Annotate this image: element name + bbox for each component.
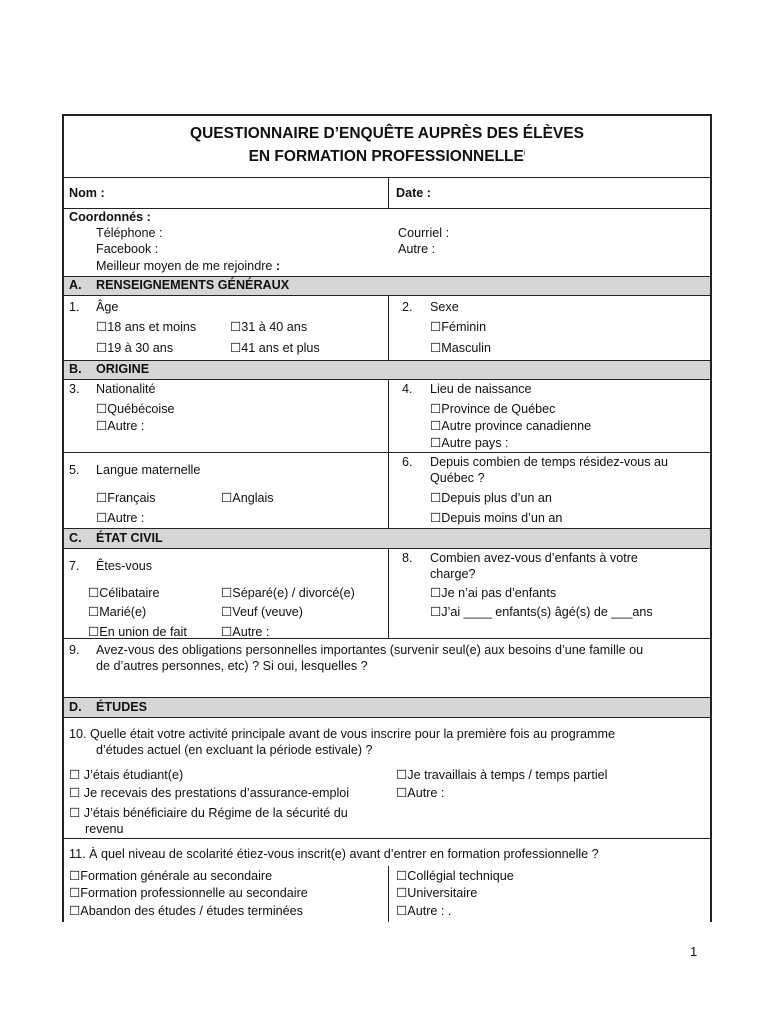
q5-option[interactable]: ☐Autre : — [96, 511, 145, 525]
form-title-line1: QUESTIONNAIRE D’ENQUÊTE AUPRÈS DES ÉLÈVES — [190, 125, 584, 142]
q10-option[interactable]: ☐ J’étais étudiant(e) — [69, 768, 184, 782]
nom-label: Nom : — [69, 186, 105, 200]
q2-label: Sexe — [430, 300, 459, 314]
q2-option[interactable]: ☐Féminin — [430, 320, 487, 334]
coordonnees-label: Coordonnés : — [69, 210, 151, 224]
rule — [64, 548, 710, 549]
q2-option[interactable]: ☐Masculin — [430, 341, 491, 355]
column-divider — [388, 866, 389, 922]
q6-number: 6. — [402, 455, 413, 469]
q1-number: 1. — [69, 300, 80, 314]
q8-option[interactable]: ☐J’ai ____ enfants(s) âgé(s) de ___ans — [430, 605, 653, 619]
q10-option[interactable]: ☐ J’étais bénéficiaire du Régime de la sécurité du — [69, 806, 348, 820]
q7-option[interactable]: ☐Célibataire — [88, 586, 160, 600]
q10-option[interactable]: ☐ Je recevais des prestations d’assurance-emploi — [69, 786, 350, 800]
q9-text: de d’autres personnes, etc) ? Si oui, lesquelles ? — [96, 659, 368, 673]
q11-option[interactable]: ☐Formation générale au secondaire — [69, 869, 273, 883]
rule — [64, 717, 710, 718]
q2-number: 2. — [402, 300, 413, 314]
best-contact-text: Meilleur moyen de me rejoindre — [96, 259, 273, 273]
facebook-label: Facebook : — [96, 242, 159, 256]
page-number: 1 — [690, 944, 698, 959]
title-footnote-mark: i — [523, 149, 526, 157]
q1-option[interactable]: ☐41 ans et plus — [230, 341, 320, 355]
section-b-band — [64, 360, 710, 379]
rule — [64, 838, 710, 839]
q10-option-continued: revenu — [85, 822, 124, 836]
q1-option[interactable]: ☐31 à 40 ans — [230, 320, 308, 334]
q10-option[interactable]: ☐Je travaillais à temps / temps partiel — [396, 768, 608, 782]
q7-option[interactable]: ☐Veuf (veuve) — [221, 605, 303, 619]
q7-option[interactable]: ☐Autre : — [221, 625, 270, 639]
q8-option[interactable]: ☐Je n’ai pas d’enfants — [430, 586, 557, 600]
rule — [64, 295, 710, 296]
rule — [64, 379, 710, 380]
q8-label: charge? — [430, 567, 476, 581]
q4-label: Lieu de naissance — [430, 382, 532, 396]
q5-option[interactable]: ☐Anglais — [221, 491, 274, 505]
q11-option[interactable]: ☐Autre : . — [396, 904, 452, 918]
q1-label: Âge — [96, 300, 119, 314]
best-contact-colon: : — [275, 259, 281, 273]
section-a-letter: A. — [69, 278, 82, 292]
q4-option[interactable]: ☐Autre pays : — [430, 436, 509, 450]
q3-label: Nationalité — [96, 382, 156, 396]
rule — [64, 208, 710, 209]
section-a-title: RENSEIGNEMENTS GÉNÉRAUX — [96, 278, 290, 292]
q4-option[interactable]: ☐Province de Québec — [430, 402, 556, 416]
q7-option[interactable]: ☐Marié(e) — [88, 605, 147, 619]
q7-option[interactable]: ☐En union de fait — [88, 625, 187, 639]
section-d-letter: D. — [69, 700, 82, 714]
column-divider — [388, 548, 389, 638]
q1-option[interactable]: ☐19 à 30 ans — [96, 341, 174, 355]
rule — [64, 697, 710, 698]
form-title-line2-text: EN FORMATION PROFESSIONNELLE — [248, 148, 524, 165]
section-d-band — [64, 697, 710, 717]
form-title-line2 — [64, 148, 710, 166]
best-contact-label — [96, 259, 280, 273]
q9-number: 9. — [69, 643, 80, 657]
q6-label: Québec ? — [430, 471, 485, 485]
column-divider — [388, 177, 389, 208]
courriel-label: Courriel : — [398, 226, 450, 240]
q7-number: 7. — [69, 559, 80, 573]
q8-number: 8. — [402, 551, 413, 565]
q5-option[interactable]: ☐Français — [96, 491, 156, 505]
q11-option[interactable]: ☐Abandon des études / études terminées — [69, 904, 303, 918]
q6-option[interactable]: ☐Depuis moins d’un an — [430, 511, 563, 525]
q10-option[interactable]: ☐Autre : — [396, 786, 445, 800]
q9-text: Avez-vous des obligations personnelles importantes (survenir seul(e) aux besoins d’une famille ou — [96, 643, 644, 657]
q11-option[interactable]: ☐Universitaire — [396, 886, 478, 900]
q3-option[interactable]: ☐Québécoise — [96, 402, 175, 416]
q10-text: 10. Quelle était votre activité principale avant de vous inscrire pour la première fois au programme — [69, 727, 615, 741]
q11-text: 11. À quel niveau de scolarité étiez-vous inscrit(e) avant d’entrer en formation professionnelle ? — [69, 847, 599, 861]
section-d-title: ÉTUDES — [96, 700, 148, 714]
questionnaire-form — [62, 114, 712, 922]
q1-option[interactable]: ☐18 ans et moins — [96, 320, 197, 334]
q3-number: 3. — [69, 382, 80, 396]
q8-label: Combien avez-vous d’enfants à votre — [430, 551, 638, 565]
q7-option[interactable]: ☐Séparé(e) / divorcé(e) — [221, 586, 355, 600]
rule — [64, 360, 710, 361]
q11-option[interactable]: ☐Collégial technique — [396, 869, 514, 883]
column-divider — [388, 295, 389, 360]
date-label: Date : — [396, 186, 431, 200]
section-b-title: ORIGINE — [96, 362, 150, 376]
q4-number: 4. — [402, 382, 413, 396]
rule — [64, 528, 710, 529]
section-b-letter: B. — [69, 362, 82, 376]
rule — [64, 452, 710, 453]
q11-option[interactable]: ☐Formation professionnelle au secondaire — [69, 886, 308, 900]
q4-option[interactable]: ☐Autre province canadienne — [430, 419, 592, 433]
rule — [64, 177, 710, 178]
q7-label: Êtes-vous — [96, 559, 152, 573]
q6-option[interactable]: ☐Depuis plus d’un an — [430, 491, 552, 505]
telephone-label: Téléphone : — [96, 226, 163, 240]
rule — [64, 276, 710, 277]
section-c-title: ÉTAT CIVIL — [96, 531, 163, 545]
q10-text: d’études actuel (en excluant la période estivale) ? — [96, 743, 373, 757]
q6-label: Depuis combien de temps résidez-vous au — [430, 455, 669, 469]
q5-number: 5. — [69, 463, 80, 477]
column-divider — [388, 379, 389, 528]
q3-option[interactable]: ☐Autre : — [96, 419, 145, 433]
section-c-letter: C. — [69, 531, 82, 545]
autre-contact-label: Autre : — [398, 242, 436, 256]
q5-label: Langue maternelle — [96, 463, 201, 477]
